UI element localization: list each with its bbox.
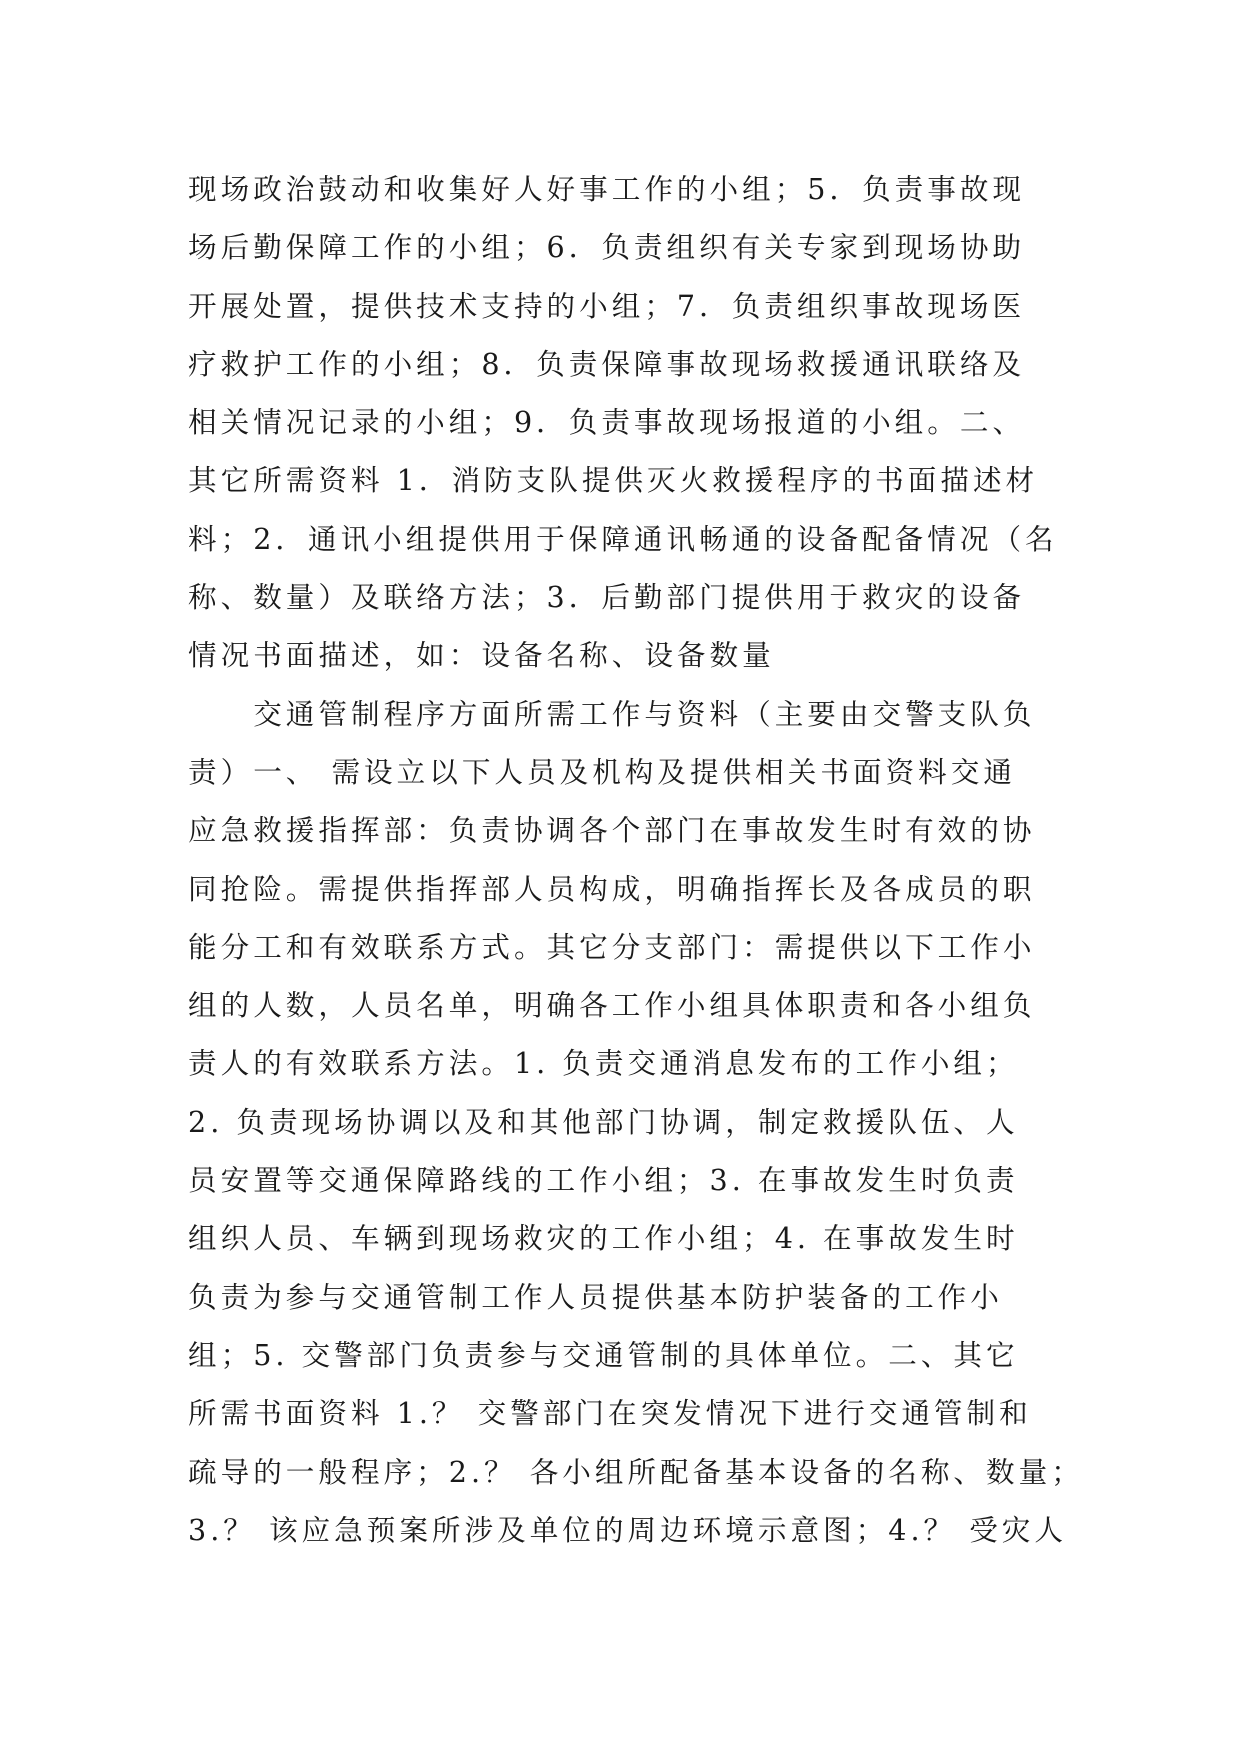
body-text <box>188 160 1084 1559</box>
text-line: 称、数量）及联络方法；3．后勤部门提供用于救灾的设备 <box>188 580 1026 615</box>
text-line: 2. 负责现场协调以及和其他部门协调，制定救援队伍、人 <box>188 1104 1019 1139</box>
text-line: 负责为参与交通管制工作人员提供基本防护装备的工作小 <box>188 1279 1003 1314</box>
text-line: 疏导的一般程序；2.？ 各小组所配备基本设备的名称、数量； <box>188 1454 1084 1489</box>
text-line: 所需书面资料 1.？ 交警部门在突发情况下进行交通管制和 <box>188 1396 1032 1431</box>
text-line: 现场政治鼓动和收集好人好事工作的小组；5．负责事故现 <box>188 172 1026 206</box>
text-line: 组；5. 交警部门负责参与交通管制的具体单位。二、其它 <box>188 1337 1019 1372</box>
text-line: 3.？ 该应急预案所涉及单位的周边环境示意图；4.？ 受灾人 <box>188 1512 1067 1547</box>
text-line: 交通管制程序方面所需工作与资料（主要由交警支队负 <box>188 696 1036 731</box>
text-line: 责人的有效联系方法。1. 负责交通消息发布的工作小组； <box>188 1046 1019 1081</box>
text-line: 组织人员、车辆到现场救灾的工作小组；4. 在事故发生时 <box>188 1221 1019 1256</box>
text-line: 责）一、 需设立以下人员及机构及提供相关书面资料交通 <box>188 754 1016 789</box>
text-line: 料；2．通讯小组提供用于保障通讯畅通的设备配备情况（名 <box>188 521 1058 556</box>
text-line: 组的人数，人员名单，明确各工作小组具体职责和各小组负 <box>188 988 1036 1023</box>
text-line: 疗救护工作的小组；8．负责保障事故现场救援通讯联络及 <box>188 346 1026 381</box>
text-line: 同抢险。需提供指挥部人员构成，明确指挥长及各成员的职 <box>188 871 1036 906</box>
text-line: 其它所需资料 1．消防支队提供灭火救援程序的书面描述材 <box>188 463 1039 498</box>
text-line: 相关情况记录的小组；9．负责事故现场报道的小组。二、 <box>188 405 1026 440</box>
text-line: 员安置等交通保障路线的工作小组；3. 在事故发生时负责 <box>188 1163 1019 1198</box>
text-line: 开展处置，提供技术支持的小组；7．负责组织事故现场医 <box>188 288 1026 323</box>
text-line: 应急救援指挥部：负责协调各个部门在事故发生时有效的协 <box>188 813 1036 848</box>
text-line: 能分工和有效联系方式。其它分支部门：需提供以下工作小 <box>188 929 1036 964</box>
text-line: 场后勤保障工作的小组；6．负责组织有关专家到现场协助 <box>188 230 1026 265</box>
text-line: 情况书面描述，如：设备名称、设备数量 <box>188 638 775 673</box>
